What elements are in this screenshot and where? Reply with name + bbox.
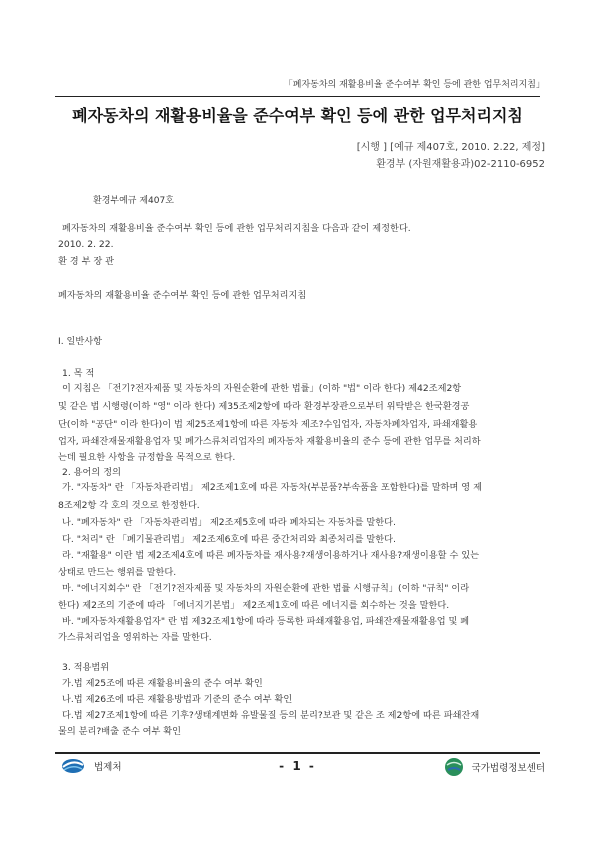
enactment-date: 2010. 2. 22. [58, 239, 114, 250]
definition-line: 마. "에너지회수" 란 「전기?전자제품 및 자동차의 자원순환에 관한 법률 시행규칙」(이하 "규칙" 이라 [62, 583, 470, 594]
definition-line: 상태로 만드는 행위를 말한다. [58, 567, 177, 578]
scope-line: 나.법 제26조에 따른 재활용방법과 기준의 준수 여부 확인 [62, 694, 293, 705]
scope-line: 물의 분리?배출 준수 여부 확인 [58, 726, 182, 737]
footer-left-label: 법제처 [94, 762, 122, 773]
paragraph-line: 및 같은 법 시행령(이하 "영" 이라 한다) 제35조제2항에 따라 환경부장관으로부터 위탁받은 한국환경공 [58, 401, 470, 412]
scope-line: 가.법 제25조에 따른 재활용비율의 준수 여부 확인 [62, 678, 263, 689]
definition-line: 8조제2항 각 호의 것으로 한정한다. [58, 500, 200, 511]
subsection-heading: 1. 목 적 [62, 368, 95, 379]
definition-line: 라. "재활용" 이란 법 제2조제4호에 따른 폐자동차를 재사용?재생이용하거나 재사용?재생이용할 수 있는 [62, 550, 480, 561]
section-heading: Ⅰ. 일반사항 [58, 336, 103, 347]
definition-line: 가. "자동차" 란 「자동차관리법」 제2조제1호에 따른 자동차(부분품?부속품을 포함한다)를 말하며 영 제 [62, 482, 482, 493]
definition-line: 가스류처리업을 영위하는 자를 말한다. [58, 632, 212, 643]
header-divider [55, 96, 540, 97]
paragraph-line: 단(이하 "공단" 이라 한다)이 법 제25조제1항에 따른 자동차 제조?수입업자, 자동차폐차업자, 파쇄재활용 [58, 419, 478, 430]
scope-line: 다.법 제27조제1항에 따른 기후?생태계변화 유발물질 등의 분리?보관 및 같은 조 제2항에 따른 파쇄잔재 [62, 710, 480, 721]
globe-logo-icon [444, 757, 464, 777]
enactment-sentence: 폐자동차의 재활용비율 준수여부 확인 등에 관한 업무처리지침을 다음과 같이 제정한다. [62, 223, 411, 234]
paragraph-line: 업자, 파쇄잔재물재활용업자 및 폐가스류처리업자의 폐자동차 재활용비율의 준수 등에 관한 업무를 처리하 [58, 436, 481, 447]
guideline-title-line: 폐자동차의 재활용비율 준수여부 확인 등에 관한 업무처리지침 [58, 290, 307, 301]
minister-signature: 환 경 부 장 관 [58, 256, 115, 267]
footer-right-brand [444, 757, 545, 777]
paragraph-line: 는데 필요한 사항을 규정함을 목적으로 한다. [58, 452, 236, 463]
document-meta: [시행 ] [예규 제407호, 2010. 2.22, 제정] [356, 142, 545, 153]
subsection-heading: 2. 용어의 정의 [62, 467, 121, 478]
definition-line: 한다) 제2조의 기준에 따라 「에너지기본법」 제2조제1호에 따른 에너지를 회수하는 것을 말한다. [58, 600, 450, 611]
definition-line: 나. "폐자동차" 란 「자동차관리법」 제2조제5호에 따라 폐차되는 자동차를 말한다. [62, 517, 396, 528]
ordinance-number: 환경부예규 제407호 [93, 196, 174, 206]
footer-divider [55, 752, 540, 754]
header-title: 「폐자동차의 재활용비율 준수여부 확인 등에 관한 업무처리지침」 [283, 80, 545, 90]
definition-line: 다. "처리" 란 「폐기물관리법」 제2조제6호에 따른 중간처리와 최종처리를 말한다. [62, 534, 396, 545]
definition-line: 바. "폐자동차재활용업자" 란 법 제32조제1항에 따라 등록한 파쇄재활용업, 파쇄잔재물재활용업 및 폐 [62, 616, 470, 627]
subsection-heading: 3. 적용범위 [62, 662, 110, 673]
document-title: 폐자동차의 재활용비율을 준수여부 확인 등에 관한 업무처리지침 [72, 106, 523, 125]
ministry-contact: 환경부 (자원재활용과)02-2110-6952 [376, 159, 545, 170]
footer-right-label: 국가법령정보센터 [471, 763, 545, 774]
page-number: - 1 - [279, 759, 316, 773]
paragraph-line: 이 지침은 「전기?전자제품 및 자동차의 자원순환에 관한 법률」(이하 "법" 이라 한다) 제42조제2항 [62, 383, 462, 394]
